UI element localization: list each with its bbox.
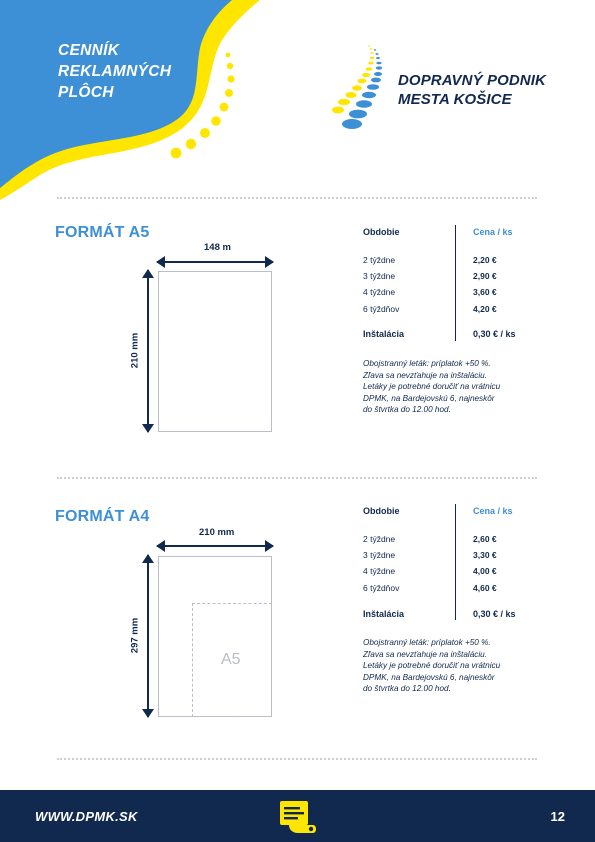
divider-dotted	[57, 477, 537, 479]
period-cell: 4 týždne	[363, 566, 396, 576]
col-header-price: Cena / ks	[473, 227, 513, 237]
table-separator-a5	[455, 225, 456, 341]
price-cell: 4,20 €	[473, 304, 497, 314]
price-cell: 4,60 €	[473, 583, 497, 593]
width-dimension-a4	[157, 540, 273, 552]
width-label-a4: 210 mm	[199, 527, 235, 538]
period-cell: 4 týždne	[363, 287, 396, 297]
logo-line-1: DOPRAVNÝ PODNIK	[398, 72, 546, 89]
price-cell: 2,60 €	[473, 534, 497, 544]
note-a4	[363, 637, 543, 695]
price-cell: 3,60 €	[473, 287, 497, 297]
height-label-a4: 297 mm	[129, 617, 141, 654]
table-row	[363, 583, 533, 595]
cover-title	[58, 40, 171, 103]
price-table-a5	[363, 227, 533, 241]
paper-a5	[158, 271, 272, 432]
price-cell: 2,20 €	[473, 255, 497, 265]
note-line: Zľava sa nevzťahuje na inštaláciu.	[363, 649, 487, 659]
price-table-a4	[363, 506, 533, 520]
price-cell: 2,90 €	[473, 271, 497, 281]
height-dimension-a5	[142, 270, 154, 432]
height-dimension-a4	[142, 555, 154, 717]
logo-line-2: MESTA KOŠICE	[398, 91, 512, 108]
table-row	[363, 255, 533, 267]
note-line: Letáky je potrebné doručiť na vrátnicu	[363, 382, 501, 392]
section-title-a5: FORMÁT A5	[55, 224, 150, 241]
col-header-period: Obdobie	[363, 506, 400, 516]
period-cell: 2 týždne	[363, 534, 396, 544]
note-line: Zľava sa nevzťahuje na inštaláciu.	[363, 370, 487, 380]
divider-dotted	[57, 197, 537, 199]
col-header-price: Cena / ks	[473, 506, 513, 516]
table-row	[363, 304, 533, 316]
price-cell: 4,00 €	[473, 566, 497, 576]
cover-title-line-1: CENNÍK	[58, 42, 120, 59]
period-cell: 6 týždňov	[363, 583, 400, 593]
logo-text	[398, 71, 546, 109]
note-line: do štvrtka do 12.00 hod.	[363, 684, 451, 694]
period-cell: 2 týždne	[363, 255, 396, 265]
install-label: Inštalácia	[363, 609, 405, 619]
width-label-a5: 148 m	[204, 242, 231, 253]
cover-title-line-2: REKLAMNÝCH	[58, 63, 172, 80]
table-row	[363, 534, 533, 546]
note-a5	[363, 358, 543, 416]
install-label: Inštalácia	[363, 329, 405, 339]
page-number: 12	[550, 809, 565, 824]
period-cell: 3 týždne	[363, 271, 396, 281]
note-line: do štvrtka do 12.00 hod.	[363, 405, 451, 415]
col-header-period: Obdobie	[363, 227, 400, 237]
inner-a5-label: A5	[221, 651, 241, 668]
note-line: DPMK, na Bardejovskú 6, najneskôr	[363, 393, 495, 403]
table-separator-a4	[455, 504, 456, 620]
section-title-a4: FORMÁT A4	[55, 508, 150, 525]
note-line: DPMK, na Bardejovskú 6, najneskôr	[363, 672, 495, 682]
table-row	[363, 271, 533, 283]
note-line: Obojstranný leták: príplatok +50 %.	[363, 638, 491, 647]
period-cell: 3 týždne	[363, 550, 396, 560]
dpmk-logo-icon	[330, 40, 400, 135]
height-label-a5: 210 mm	[129, 332, 141, 369]
install-price: 0,30 € / ks	[473, 609, 516, 619]
note-line: Obojstranný leták: príplatok +50 %.	[363, 359, 491, 368]
width-dimension-a5	[157, 256, 273, 268]
period-cell: 6 týždňov	[363, 304, 400, 314]
install-price: 0,30 € / ks	[473, 329, 516, 339]
ticket-icon	[279, 800, 317, 834]
table-row	[363, 566, 533, 578]
price-cell: 3,30 €	[473, 550, 497, 560]
table-row	[363, 287, 533, 299]
table-row	[363, 550, 533, 562]
note-line: Letáky je potrebné doručiť na vrátnicu	[363, 661, 501, 671]
footer-url-link[interactable]: WWW.DPMK.SK	[35, 809, 138, 824]
cover-title-line-3: PLÔCH	[58, 84, 114, 101]
divider-dotted	[57, 758, 537, 760]
